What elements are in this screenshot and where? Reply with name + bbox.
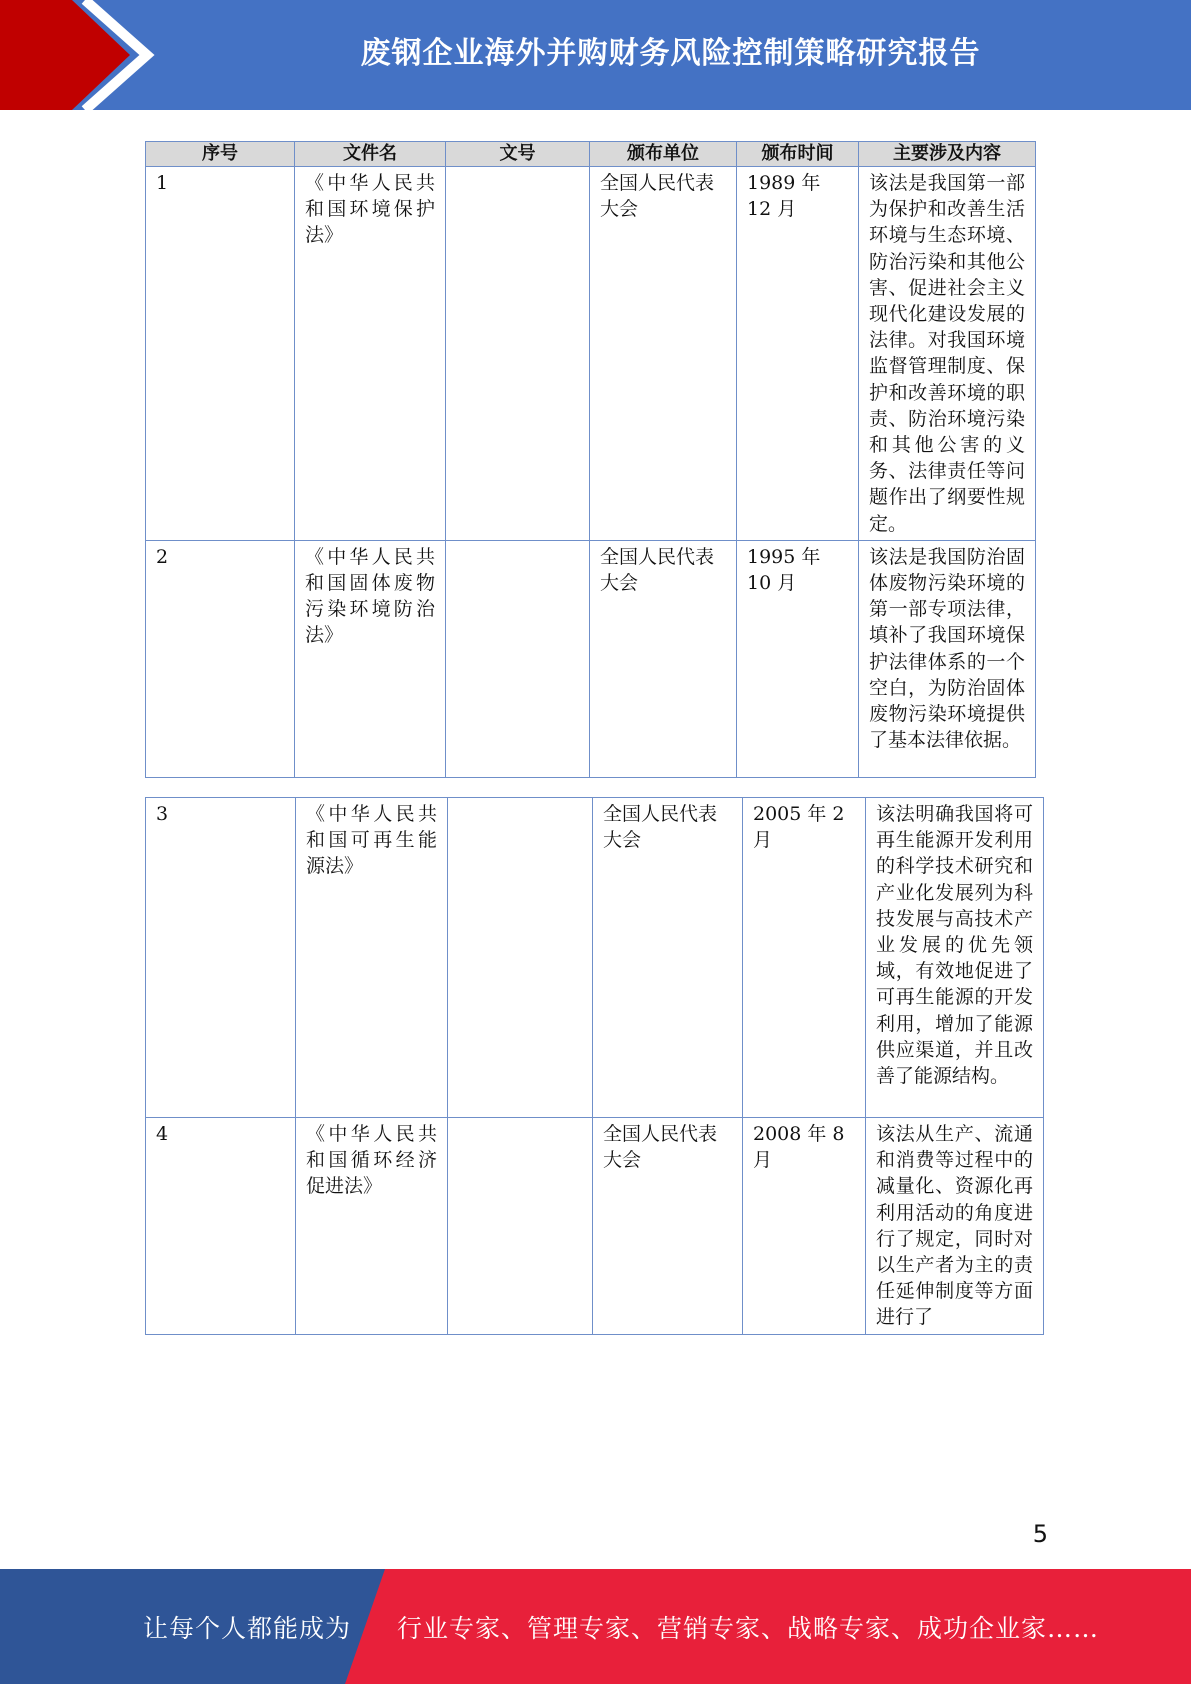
header-date: 颁布时间 [737,142,859,167]
cell-name: 《中华人民共和国循环经济促进法》 [296,1118,448,1335]
header-content: 主要涉及内容 [859,142,1036,167]
footer-slogan-left: 让每个人都能成为 [143,1614,352,1643]
cell-seq: 3 [146,798,296,1118]
table-row [146,798,1044,1118]
header-seq: 序号 [146,142,295,167]
cell-name: 《中华人民共和国环境保护法》 [295,167,446,541]
cell-seq: 1 [146,167,295,541]
table-row [146,167,1036,541]
table-header-row [146,142,1036,167]
cell-doc-no [448,1118,593,1335]
cell-doc-no [446,540,590,777]
regulation-table-part-2 [145,797,1044,1335]
cell-issuer: 全国人民代表大会 [590,540,737,777]
cell-seq: 2 [146,540,295,777]
header-issuer: 颁布单位 [590,142,737,167]
table-row [146,540,1036,777]
cell-date: 2008 年 8 月 [743,1118,866,1335]
page-number: 5 [1032,1520,1048,1548]
header-name: 文件名 [295,142,446,167]
cell-issuer: 全国人民代表大会 [593,1118,743,1335]
page-footer [0,1569,1191,1684]
cell-issuer: 全国人民代表大会 [590,167,737,541]
document-title: 废钢企业海外并购财务风险控制策略研究报告 [360,36,981,71]
cell-date: 1995 年 10 月 [737,540,859,777]
page-header [0,0,1191,110]
cell-content: 该法明确我国将可再生能源开发利用的科学技术研究和产业化发展列为科技发展与高技术产业发展的优先领域，有效地促进了可再生能源的开发利用，增加了能源供应渠道，并且改善了能源结构。 [866,798,1044,1118]
cell-date: 2005 年 2 月 [743,798,866,1118]
cell-doc-no [446,167,590,541]
cell-content: 该法是我国第一部为保护和改善生活环境与生态环境、防治污染和其他公害、促进社会主义现代化建设发展的法律。对我国环境监督管理制度、保护和改善环境的职责、防治环境污染和其他公害的义务、法律责任等问题作出了纲要性规定。 [859,167,1036,541]
cell-issuer: 全国人民代表大会 [593,798,743,1118]
header-doc-no: 文号 [446,142,590,167]
cell-content: 该法从生产、流通和消费等过程中的减量化、资源化再利用活动的角度进行了规定，同时对以生产者为主的责任延伸制度等方面进行了 [866,1118,1044,1335]
cell-seq: 4 [146,1118,296,1335]
cell-name: 《中华人民共和国可再生能源法》 [296,798,448,1118]
cell-date: 1989 年 12 月 [737,167,859,541]
cell-content: 该法是我国防治固体废物污染环境的第一部专项法律，填补了我国环境保护法律体系的一个空白，为防治固体废物污染环境提供了基本法律依据。 [859,540,1036,777]
table-row [146,1118,1044,1335]
cell-name: 《中华人民共和国固体废物污染环境防治法》 [295,540,446,777]
regulation-table-part-1 [145,141,1036,778]
cell-doc-no [448,798,593,1118]
footer-slogan-right: 行业专家、管理专家、营销专家、战略专家、成功企业家…… [397,1614,1100,1643]
